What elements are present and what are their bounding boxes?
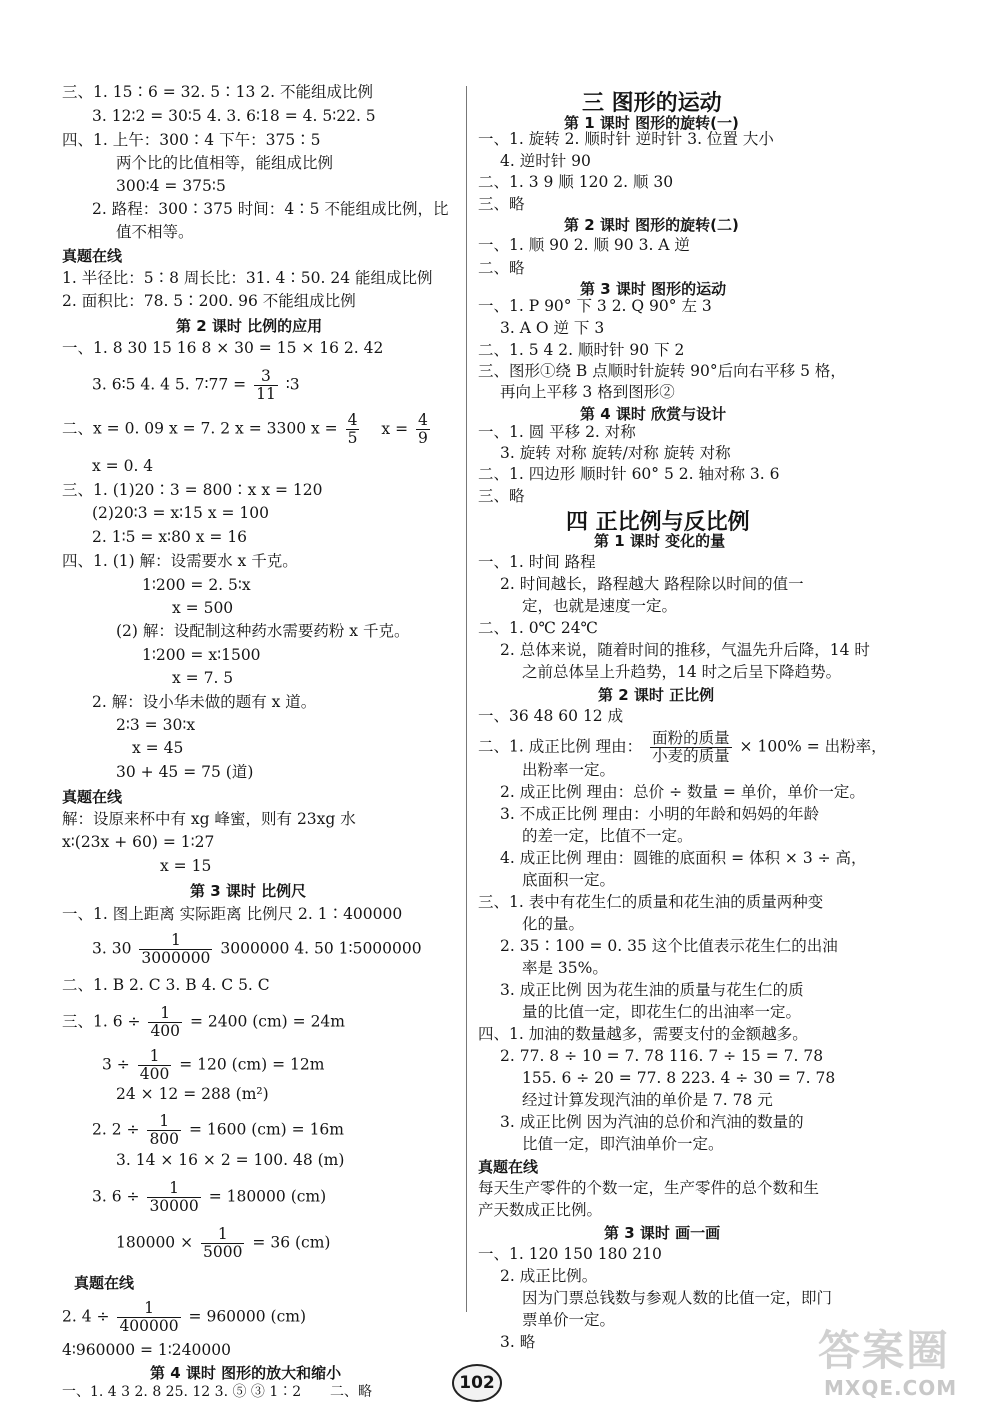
- text-line: 三、1. 表中有花生仁的质量和花生油的质量两种变: [478, 893, 824, 911]
- text-line: 经过计算发现汽油的单价是 7. 78 元: [522, 1091, 773, 1109]
- text-line: 2∶3 = 30∶x: [116, 716, 196, 734]
- lesson-heading: 第 1 课时 图形的旋转(一): [564, 114, 739, 132]
- lesson-heading: 第 2 课时 图形的旋转(二): [564, 216, 739, 234]
- lesson-heading: 第 4 课时 图形的放大和缩小: [150, 1364, 342, 1382]
- text-line: 2. 成正比例 理由：总价 ÷ 数量 = 单价，单价一定。: [500, 783, 865, 801]
- text-line: 2. 成正比例。: [500, 1267, 598, 1285]
- watermark-text: 答案圈: [818, 1326, 951, 1375]
- text-line: 3. 14 × 16 × 2 = 100. 48 (m): [116, 1151, 345, 1169]
- text-line: 之前总体呈上升趋势，14 时之后呈下降趋势。: [522, 663, 842, 681]
- text-line: 1∶200 = 2. 5∶x: [142, 576, 251, 594]
- text-line: 三、略: [478, 487, 525, 505]
- text-line: 1∶200 = x∶1500: [142, 646, 261, 664]
- text-line: x = 0. 4: [92, 457, 154, 475]
- text-line: 2. 解：设小华未做的题有 x 道。: [92, 693, 317, 711]
- lesson-heading: 第 2 课时 正比例: [598, 686, 715, 704]
- text-line: 三、1. (1)20∶3 = 800∶x x = 120: [62, 481, 323, 499]
- text-line: 因为门票总钱数与参观人数的比值一定，即门: [522, 1289, 833, 1307]
- text-line: 二、1. 四边形 顺时针 60° 5 2. 轴对称 3. 6: [478, 465, 780, 483]
- text-line: 票单价一定。: [522, 1311, 616, 1329]
- lesson-heading: 第 3 课时 图形的运动: [580, 280, 727, 298]
- column-divider: [466, 86, 467, 1312]
- text-line: 一、1. P 90° 下 3 2. Q 90° 左 3: [478, 297, 712, 315]
- chapter-title: 三 图形的运动: [582, 91, 722, 116]
- text-line: 3. 略: [500, 1333, 536, 1351]
- text-line: 两个比的比值相等，能组成比例: [116, 154, 334, 172]
- lesson-heading: 第 3 课时 画一画: [604, 1224, 721, 1242]
- text-line: 一、1. 时间 路程: [478, 553, 596, 571]
- text-line: 3. 成正比例 因为汽油的总价和汽油的数量的: [500, 1113, 804, 1131]
- text-line: 四、1. (1) 解：设需要水 x 千克。: [62, 552, 298, 570]
- text-line: 二、略: [478, 259, 525, 277]
- text-line: 2. 4 ÷ $\frac{1}{400000}$ = 960000 (cm): [62, 1299, 307, 1335]
- text-line: 4. 逆时针 90: [500, 152, 591, 170]
- text-line: 每天生产零件的个数一定，生产零件的总个数和生: [478, 1179, 820, 1197]
- lesson-heading: 第 4 课时 欣赏与设计: [580, 405, 727, 423]
- text-line: 比值一定，即汽油单价一定。: [522, 1135, 724, 1153]
- text-line: 2. 面积比：78. 5∶200. 96 不能组成比例: [62, 292, 356, 310]
- text-line: 一、1. 图上距离 实际距离 比例尺 2. 1∶400000: [62, 905, 403, 923]
- fraction: $\frac{1}{800}$: [149, 1112, 180, 1148]
- fraction: $\frac{1}{5000}$: [203, 1225, 243, 1261]
- text-line: 一、1. 4 3 2. 8 25. 12 3. ⑤ ③ 1∶2: [62, 1384, 302, 1400]
- text-line: 3. 旋转 对称 旋转/对称 旋转 对称: [500, 444, 731, 462]
- text-line: 24 × 12 = 288 (m²): [116, 1085, 269, 1103]
- text-line: 一、1. 旋转 2. 顺时针 逆时针 3. 位置 大小: [478, 130, 774, 148]
- text-line: 3 ÷ $\frac{1}{400}$ = 120 (cm) = 12m: [102, 1047, 325, 1083]
- text-line: 值不相等。: [116, 223, 194, 241]
- section-heading: 真题在线: [62, 788, 123, 806]
- text-line: 率是 35%。: [522, 959, 608, 977]
- text-line: 3. 30 $\frac{1}{3000000}$ 3000000 4. 50 1∶5000000: [92, 931, 422, 967]
- text-line: (2) 解：设配制这种药水需要药粉 x 千克。: [116, 622, 410, 640]
- lesson-heading: 第 1 课时 变化的量: [594, 532, 726, 550]
- section-heading: 真题在线: [62, 247, 123, 265]
- text-line: 300∶4 = 375∶5: [116, 177, 226, 195]
- fraction: $\frac{1}{400}$: [150, 1004, 181, 1040]
- text-line: 一、1. 圆 平移 2. 对称: [478, 423, 636, 441]
- text-line: x = 7. 5: [172, 669, 234, 687]
- text-line: 出粉率一定。: [522, 761, 616, 779]
- text-line: 三、略: [478, 195, 525, 213]
- text-line: x = 500: [172, 599, 234, 617]
- text-line: 3. 6∶5 4. 4 5. 7∶77 = $\frac{3}{11}$ ∶3: [92, 367, 300, 403]
- text-line: 2. 77. 8 ÷ 10 = 7. 78 116. 7 ÷ 15 = 7. 78: [500, 1047, 824, 1065]
- text-line: 化的量。: [522, 915, 585, 933]
- text-line: 产天数成正比例。: [478, 1201, 603, 1219]
- text-line: 二、略: [330, 1384, 372, 1400]
- fraction: $\frac{4}{9}$: [418, 411, 428, 447]
- text-line: (2)20∶3 = x∶15 x = 100: [92, 504, 270, 522]
- text-line: 155. 6 ÷ 20 = 77. 8 223. 4 ÷ 30 = 7. 78: [522, 1069, 836, 1087]
- text-line: 再向上平移 3 格到图形②: [500, 383, 675, 401]
- text-line: x = 15: [160, 857, 212, 875]
- text-line: 解：设原来杯中有 xg 峰蜜，则有 23xg 水: [62, 810, 356, 828]
- text-line: 2. 时间越长，路程越大 路程除以时间的值一: [500, 575, 804, 593]
- lesson-heading: 第 2 课时 比例的应用: [176, 317, 323, 335]
- text-line: 底面积一定。: [522, 871, 616, 889]
- text-line: 四、1. 加油的数量越多，需要支付的金额越多。: [478, 1025, 808, 1043]
- text-line: 3. 12∶2 = 30∶5 4. 3. 6∶18 = 4. 5∶22. 5: [92, 107, 376, 125]
- text-line: 3. A O 逆 下 3: [500, 319, 605, 337]
- text-line: 二、1. 3 9 顺 120 2. 顺 30: [478, 173, 674, 191]
- text-line: 一、1. 8 30 15 16 8 × 30 = 15 × 16 2. 42: [62, 339, 384, 357]
- text-line: 3. 6 ÷ $\frac{1}{30000}$ = 180000 (cm): [92, 1179, 327, 1215]
- section-heading: 真题在线: [478, 1158, 539, 1176]
- text-line: 一、36 48 60 12 成: [478, 707, 624, 725]
- text-line: 三、1. 15∶6 = 32. 5∶13 2. 不能组成比例: [62, 83, 373, 101]
- text-line: 二、1. B 2. C 3. B 4. C 5. C: [62, 976, 270, 994]
- text-line: 2. 35∶100 = 0. 35 这个比值表示花生仁的出油: [500, 937, 838, 955]
- text-line: 3. 不成正比例 理由：小明的年龄和妈妈的年龄: [500, 805, 820, 823]
- text-line: 30 + 45 = 75 (道): [116, 763, 254, 781]
- page-number: 102: [452, 1364, 502, 1402]
- text-line: 4∶960000 = 1∶240000: [62, 1341, 231, 1359]
- chapter-title: 四 正比例与反比例: [566, 510, 750, 535]
- text-line: 三、图形①绕 B 点顺时针旋转 90°后向右平移 5 格，: [478, 362, 846, 380]
- text-line: x = 45: [132, 739, 184, 757]
- text-line: 二、1. 成正比例 理由： $\frac{\text{面粉的质量}}{\text{小麦的质量}}$ × 100% = 出粉率，: [478, 729, 887, 765]
- fraction: $\frac{1}{30000}$: [149, 1179, 199, 1215]
- lesson-heading: 第 3 课时 比例尺: [190, 882, 307, 900]
- text-line: 2. 路程：300∶375 时间：4∶5 不能组成比例，比: [92, 200, 449, 218]
- fraction: $\frac{1}{400000}$: [119, 1299, 179, 1335]
- text-line: 2. 1∶5 = x∶80 x = 16: [92, 528, 248, 546]
- text-line: 180000 × $\frac{1}{5000}$ = 36 (cm): [116, 1225, 331, 1261]
- text-line: 3. 成正比例 因为花生油的质量与花生仁的质: [500, 981, 804, 999]
- fraction: $\frac{1}{400}$: [139, 1047, 170, 1083]
- text-line: 四、1. 上午：300∶4 下午：375∶5: [62, 131, 321, 149]
- text-line: 二、1. 0℃ 24℃: [478, 619, 598, 637]
- fraction: $\frac{\text{面粉的质量}}{\text{小麦的质量}}$: [652, 729, 730, 765]
- watermark-url: MXQE.COM: [824, 1376, 958, 1400]
- text-line: 2. 总体来说，随着时间的推移，气温先升后降，14 时: [500, 641, 870, 659]
- fraction: $\frac{1}{3000000}$: [141, 931, 211, 967]
- watermark-logo: [818, 1318, 990, 1408]
- text-line: 二、1. 5 4 2. 顺时针 90 下 2: [478, 341, 685, 359]
- text-line: 1. 半径比：5∶8 周长比：31. 4∶50. 24 能组成比例: [62, 269, 433, 287]
- text-line: 一、1. 120 150 180 210: [478, 1245, 662, 1263]
- fraction: $\frac{4}{5}$: [347, 411, 358, 447]
- text-line: 定，也就是速度一定。: [522, 597, 678, 615]
- text-line: 2. 2 ÷ $\frac{1}{800}$ = 1600 (cm) = 16m: [92, 1112, 344, 1148]
- text-line: 4. 成正比例 理由：圆锥的底面积 = 体积 × 3 ÷ 高，: [500, 849, 867, 867]
- fraction: $\frac{3}{11}$: [256, 367, 276, 403]
- text-line: x∶(23x + 60) = 1∶27: [62, 833, 215, 851]
- text-line: 二、x = 0. 09 x = 7. 2 x = 3300 x = $\frac{4}{5}$ x = $\frac{4}{9}$: [62, 411, 428, 447]
- text-line: 一、1. 顺 90 2. 顺 90 3. A 逆: [478, 236, 690, 254]
- text-line: 的差一定，比值不一定。: [522, 827, 693, 845]
- section-heading: 真题在线: [74, 1274, 135, 1292]
- text-line: 量的比值一定，即花生仁的出油率一定。: [522, 1003, 802, 1021]
- text-line: 三、1. 6 ÷ $\frac{1}{400}$ = 2400 (cm) = 24m: [62, 1004, 345, 1040]
